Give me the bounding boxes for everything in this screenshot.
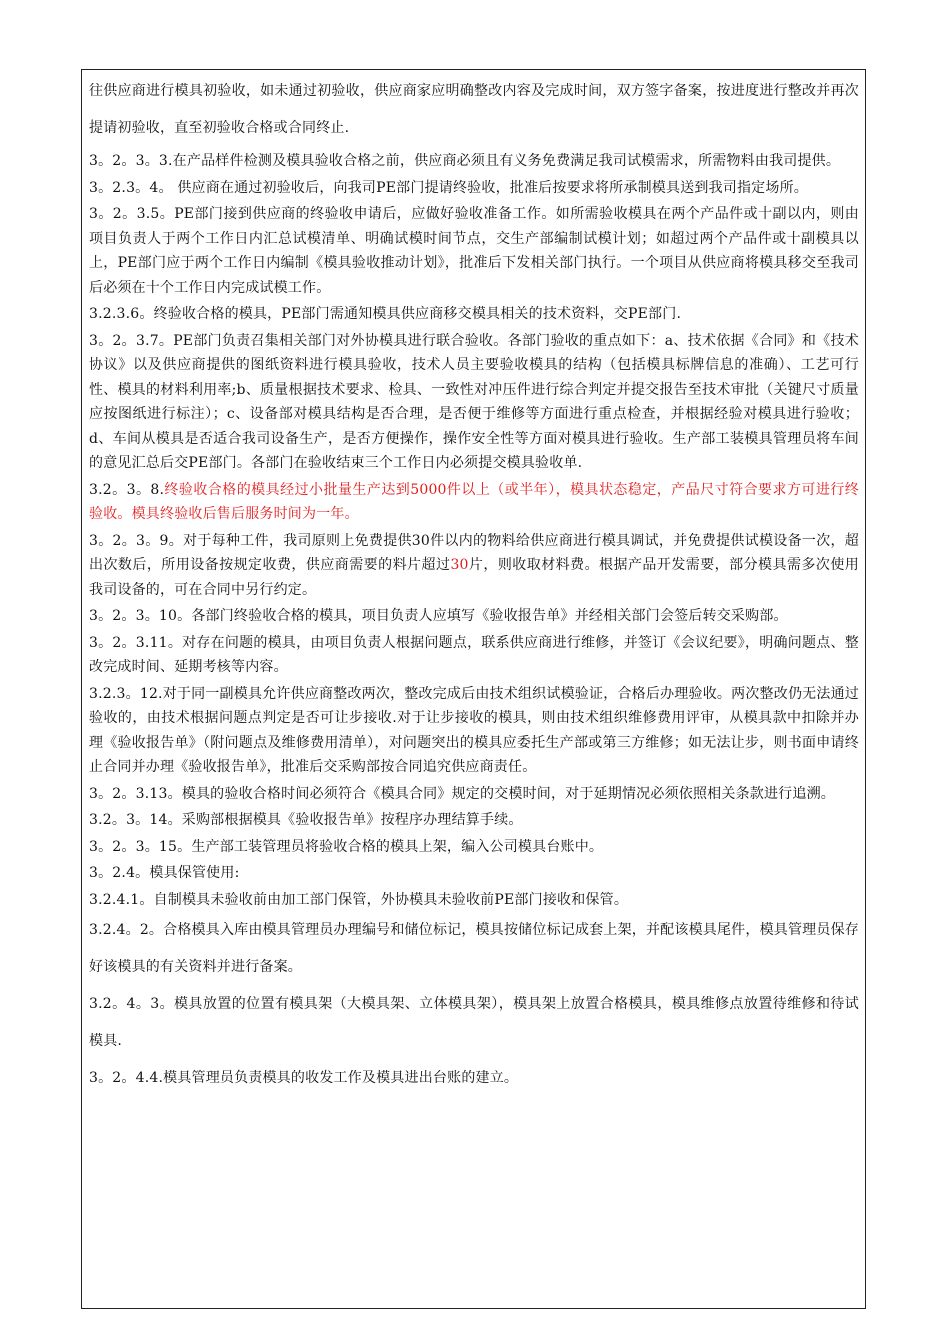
paragraph-3-2-3-11: 3。2。3.11。对存在问题的模具，由项目负责人根据问题点，联系供应商进行维修，并签订《会议纪要》，明确问题点、整改完成时间、延期考核等内容。 xyxy=(89,634,859,675)
paragraph-3-2-3-3: 3。2。3。3.在产品样件检测及模具验收合格之前，供应商必须且有义务免费满足我司试模需求，所需物料由我司提供。 xyxy=(89,153,841,169)
paragraph-3-2-3-10: 3。2。3。10。各部门终验收合格的模具，项目负责人应填写《验收报告单》并经相关部门会签后转交采购部。 xyxy=(89,608,788,624)
paragraph-3-2-3-6: 3.2.3.6。终验收合格的模具，PE部门需通知模具供应商移交模具相关的技术资料，交PE部门. xyxy=(89,306,682,322)
paragraph-3-2-4-1: 3.2.4.1。自制模具未验收前由加工部门保管，外协模具未验收前PE部门接收和保管。 xyxy=(89,891,629,908)
paragraph-3-2-4-2: 3.2.4。2。合格模具入库由模具管理员办理编号和储位标记，模具按储位标记成套上架，并配该模具尾件，模具管理员保存好该模具的有关资料并进行备案。 xyxy=(89,922,859,975)
paragraph-3-2-3-8-highlight: 终验收合格的模具经过小批量生产达到5000件以上（或半年），模具状态稳定，产品尺寸符合要求方可进行终验收。模具终验收后售后服务时间为一年。 xyxy=(89,481,859,522)
paragraph-3-2-4-4: 3。2。4.4.模具管理员负责模具的收发工作及模具进出台账的建立。 xyxy=(89,1070,519,1086)
paragraph-3-2-3-4: 3。2.3。4。 供应商在通过初验收后，向我司PE部门提请终验收，批准后按要求将所承制模具送到我司指定场所。 xyxy=(89,179,808,196)
paragraph-3-2-3-15: 3。2。3。15。生产部工装管理员将验收合格的模具上架，编入公司模具台账中。 xyxy=(89,838,604,855)
paragraph-3-2-3-7: 3。2。3.7。PE部门负责召集相关部门对外协模具进行联合验收。各部门验收的重点如下：a、技术依据《合同》和《技术协议》以及供应商提供的图纸资料进行模具验收，技术人员主要验收模具的结构（包括模具标牌信息的准确）、工艺可行性、模具的材料利用率;b、质量根据技术要求、检具、一致性对冲压件进行综合判定并提交报告至技术审批（关键尺寸质量应按图纸进行标注）；c、设备部对模具结构是否合理，是否便于维修等方面进行重点检查，并根据经验对模具进行验收；d、车间从模具是否适合我司设备生产，是否方便操作，操作安全性等方面对模具进行验收。生产部工装模具管理员将车间的意见汇总后交PE部门。各部门在验收结束三个工作日内必须提交模具验收单. xyxy=(89,332,859,471)
paragraph-3-2-3-8-number: 3.2。3。8. xyxy=(89,481,165,498)
paragraph-3-2-3-12: 3.2.3。12.对于同一副模具允许供应商整改两次，整改完成后由技术组织试模验证，合格后办理验收。两次整改仍无法通过验收的，由技术根据问题点判定是否可让步接收.对于让步接收的模具，则由技术组织维修费用评审，从模具款中扣除并办理《验收报告单》（附问题点及维修费用清单），对问题突出的模具应委托生产部或第三方维修；如无法让步，则书面申请终止合同并办理《验收报告单》，批准后交采购部按合同追究供应商责任。 xyxy=(89,685,859,775)
paragraph-3-2-3-9-highlight: 30 xyxy=(450,557,469,573)
paragraph-initial-acceptance: 往供应商进行模具初验收，如未通过初验收，供应商家应明确整改内容及完成时间，双方签字备案，按进度进行整改并再次提请初验收，直至初验收合格或合同终止. xyxy=(89,83,859,136)
paragraph-3-2-3-8 xyxy=(89,478,859,527)
document-body xyxy=(89,73,859,1097)
section-heading-3-2-4: 3。2.4。模具保管使用: xyxy=(89,865,240,881)
paragraph-3-2-3-5: 3。2。3.5。PE部门接到供应商的终验收申请后，应做好验收准备工作。如所需验收模具在两个产品件或十副以内，则由项目负责人于两个工作日内汇总试模清单、明确试模时间节点，交生产部编制试模计划；如超过两个产品件或十副模具以上，PE部门应于两个工作日内编制《模具验收推动计划》，批准后下发相关部门执行。一个项目从供应商将模具移交至我司后必须在十个工作日内完成试模工作。 xyxy=(89,206,859,296)
paragraph-3-2-3-9-part-b: 片，则收取材料费。根据产品开发需要，部分模具需多次使用我司设备的，可在合同中另行约定。 xyxy=(89,557,859,598)
paragraph-3-2-4-3: 3.2。4。3。模具放置的位置有模具架（大模具架、立体模具架），模具架上放置合格模具，模具维修点放置待维修和待试模具. xyxy=(89,996,859,1049)
paragraph-3-2-3-9 xyxy=(89,529,859,603)
paragraph-3-2-3-14: 3.2。3。14。采购部根据模具《验收报告单》按程序办理结算手续。 xyxy=(89,812,523,828)
paragraph-3-2-3-13: 3。2。3.13。模具的验收合格时间必须符合《模具合同》规定的交模时间，对于延期情况必须依照相关条款进行追溯。 xyxy=(89,785,835,802)
paragraph-3-2-3-9-part-a: 3。2。3。9。对于每种工件，我司原则上免费提供30件以内的物料给供应商进行模具调试，并免费提供试模设备一次，超出次数后，所用设备按规定收费，供应商需要的料片超过 xyxy=(89,532,859,573)
